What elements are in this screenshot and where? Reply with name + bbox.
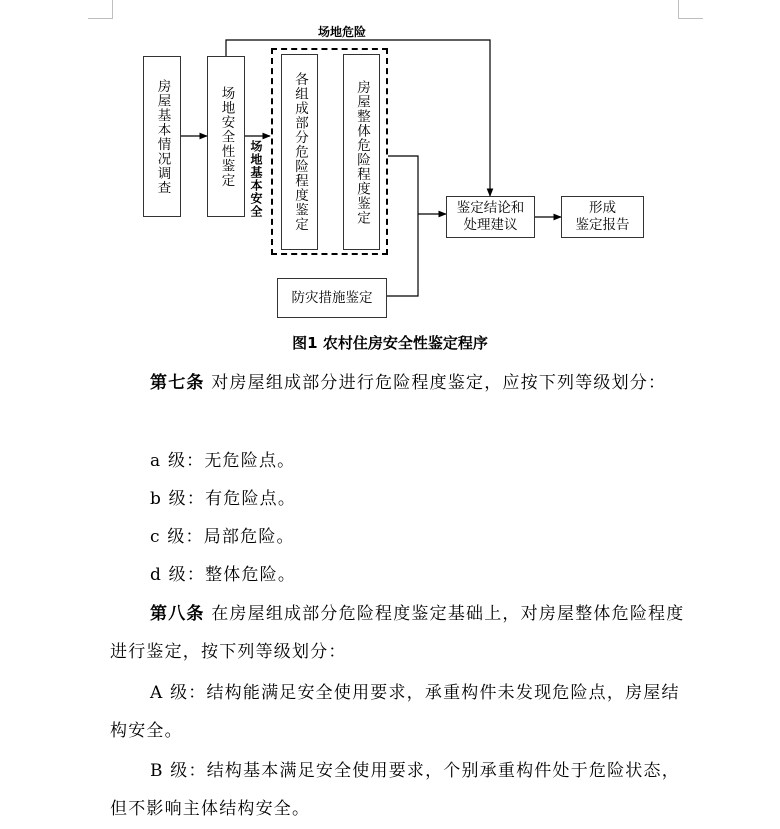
article-8 bbox=[110, 595, 690, 671]
disaster-label: 防灾措施鉴定 bbox=[291, 289, 373, 306]
conclusion-label: 鉴定结论和 处理建议 bbox=[456, 200, 525, 233]
level-item: d 级：整体危险。 bbox=[150, 565, 297, 585]
components-box bbox=[281, 54, 318, 250]
site-safety-label: 场地安全性鉴定 bbox=[218, 85, 235, 188]
survey-label: 房屋基本情况调查 bbox=[154, 78, 171, 195]
disaster-box bbox=[277, 278, 387, 318]
level-item: b 级：有危险点。 bbox=[150, 489, 297, 509]
article-7-tag: 第七条 bbox=[150, 373, 205, 393]
site-safe-label: 场地基本安全 bbox=[249, 140, 263, 218]
article-7 bbox=[110, 364, 690, 402]
site-danger-label: 场地危险 bbox=[318, 25, 367, 39]
article-7-text: 对房屋组成部分进行危险程度鉴定，应按下列等级划分： bbox=[211, 373, 667, 393]
figure-caption: 图1 农村住房安全性鉴定程序 bbox=[292, 334, 488, 352]
article-8-text: 在房屋组成部分危险程度鉴定基础上，对房屋整体危险程度进行鉴定，按下列等级划分： bbox=[110, 604, 685, 662]
report-box bbox=[561, 196, 644, 238]
overall-label: 房屋整体危险程度鉴定 bbox=[354, 79, 370, 225]
flowchart-connectors bbox=[0, 0, 780, 330]
components-label: 各组成部分危险程度鉴定 bbox=[292, 72, 308, 232]
level-item: c 级：局部危险。 bbox=[150, 527, 295, 547]
line-disaster-to-merge bbox=[387, 214, 418, 296]
line-overall-to-merge bbox=[388, 156, 418, 214]
level-item: a 级：无危险点。 bbox=[150, 451, 296, 471]
level-item: B 级：结构基本满足安全使用要求，个别承重构件处于危险状态，但不影响主体结构安全。 bbox=[110, 761, 680, 819]
overall-box bbox=[343, 54, 380, 250]
report-label: 形成 鉴定报告 bbox=[575, 200, 630, 233]
level-item: A 级：结构能满足安全使用要求，承重构件未发现危险点，房屋结构安全。 bbox=[110, 683, 680, 741]
survey-box bbox=[143, 56, 181, 217]
conclusion-box bbox=[446, 196, 535, 238]
site-safety-box bbox=[207, 56, 245, 217]
article-8-tag: 第八条 bbox=[150, 604, 205, 624]
